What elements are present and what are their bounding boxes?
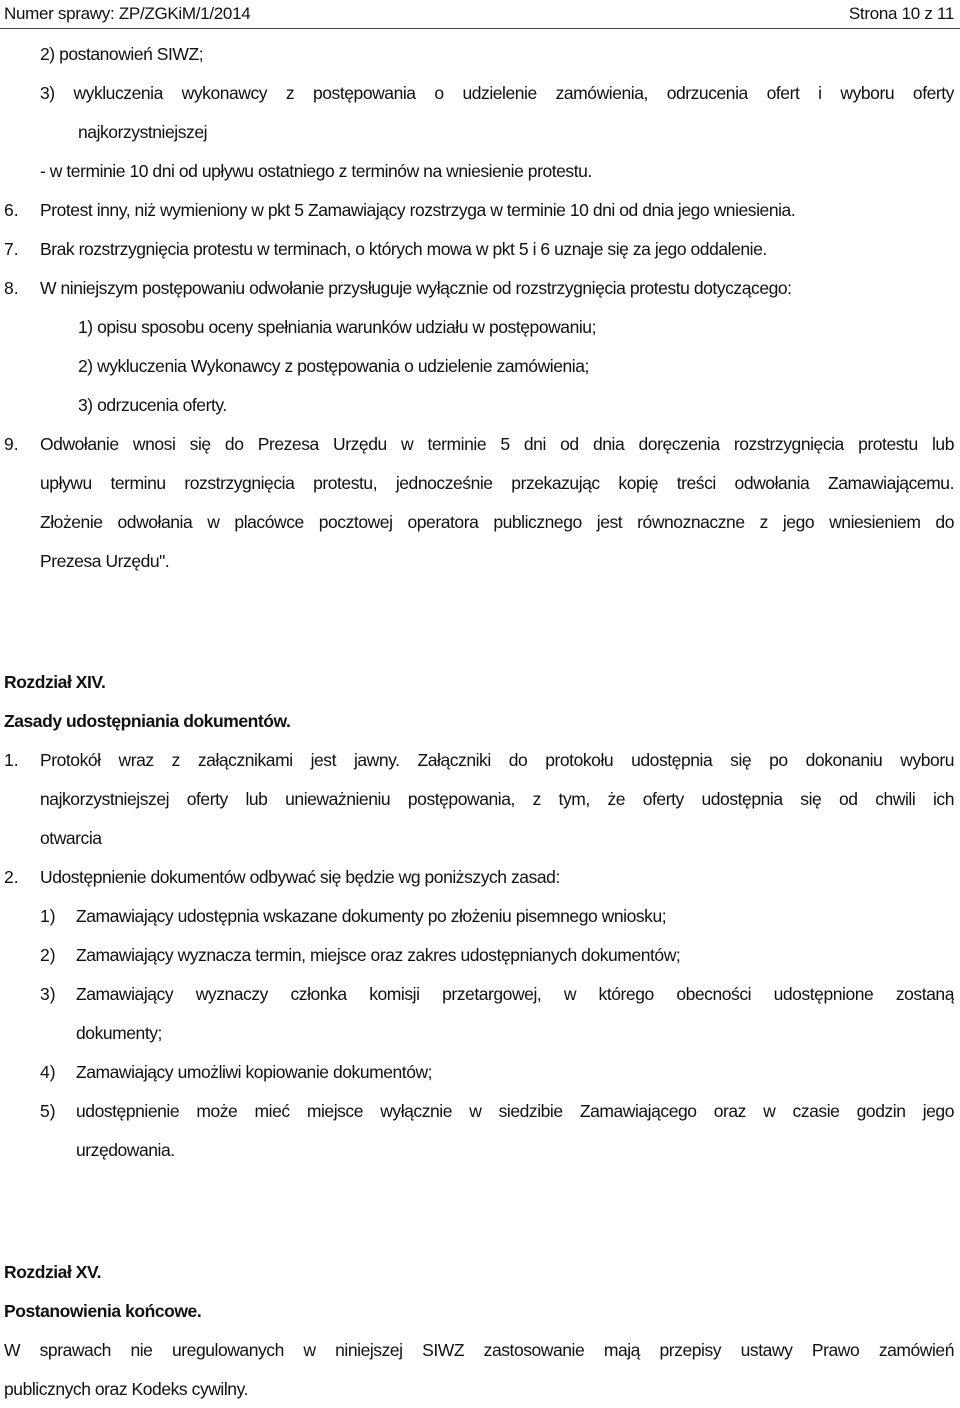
item-number: 7. bbox=[4, 239, 19, 259]
paragraph: Odwołanie wnosi się do Prezesa Urzędu w terminie 5 dni od dnia doręczenia rozstrzygnięcia protestu lub bbox=[40, 434, 954, 454]
sub-item: udostępnienie może mieć miejsce wyłącznie w siedzibie Zamawiającego oraz w czasie godzin jego bbox=[76, 1101, 954, 1121]
sub-item-number: 1) bbox=[40, 906, 56, 926]
paragraph: Brak rozstrzygnięcia protestu w terminach, o których mowa w pkt 5 i 6 uznaje się za jego oddalenie. bbox=[40, 239, 767, 259]
sub-item: 1) opisu sposobu oceny spełniania warunków udziału w postępowaniu; bbox=[78, 317, 597, 337]
sub-item-number: 5) bbox=[40, 1101, 56, 1121]
paragraph: Prezesa Urzędu". bbox=[40, 551, 170, 571]
paragraph: W niniejszym postępowaniu odwołanie przysługuje wyłącznie od rozstrzygnięcia protestu dotyczącego: bbox=[40, 278, 792, 298]
paragraph: Udostępnienie dokumentów odbywać się będzie wg poniższych zasad: bbox=[40, 867, 560, 887]
sub-item: dokumenty; bbox=[76, 1023, 162, 1043]
deadline-note: - w terminie 10 dni od upływu ostatniego z terminów na wniesienie protestu. bbox=[40, 161, 592, 181]
page-header bbox=[0, 0, 960, 28]
sub-item: Zamawiający umożliwi kopiowanie dokumentów; bbox=[76, 1062, 433, 1082]
sub-item: Zamawiający wyznaczy członka komisji przetargowej, w którego obecności udostępnione zostaną bbox=[76, 984, 954, 1004]
sub-item: urzędowania. bbox=[76, 1140, 175, 1160]
paragraph: Protest inny, niż wymieniony w pkt 5 Zamawiający rozstrzyga w terminie 10 dni od dnia jego wniesienia. bbox=[40, 200, 796, 220]
list-item: 2) postanowień SIWZ; bbox=[40, 44, 204, 64]
item-number: 6. bbox=[4, 200, 19, 220]
paragraph: otwarcia bbox=[40, 828, 102, 848]
item-number: 1. bbox=[4, 750, 19, 770]
chapter-heading: Rozdział XV. bbox=[4, 1262, 102, 1282]
paragraph: Złożenie odwołania w placówce pocztowej operatora publicznego jest równoznaczne z jego wniesieniem do bbox=[40, 512, 954, 532]
chapter-title: Zasady udostępniania dokumentów. bbox=[4, 711, 291, 731]
sub-item-number: 3) bbox=[40, 984, 56, 1004]
item-number: 8. bbox=[4, 278, 19, 298]
paragraph: publicznych oraz Kodeks cywilny. bbox=[4, 1379, 248, 1399]
paragraph: W sprawach nie uregulowanych w niniejszej SIWZ zastosowanie mają przepisy ustawy Prawo zamówień bbox=[4, 1340, 954, 1360]
sub-item: Zamawiający udostępnia wskazane dokumenty po złożeniu pisemnego wniosku; bbox=[76, 906, 667, 926]
sub-item: Zamawiający wyznacza termin, miejsce oraz zakres udostępnianych dokumentów; bbox=[76, 945, 681, 965]
paragraph: upływu terminu rozstrzygnięcia protestu, jednocześnie przekazując kopię treści odwołania Zamawiającemu. bbox=[40, 473, 954, 493]
header-divider bbox=[0, 28, 960, 29]
sub-item: 2) wykluczenia Wykonawcy z postępowania o udzielenie zamówienia; bbox=[78, 356, 589, 376]
page-number: Strona 10 z 11 bbox=[848, 4, 954, 23]
item-number: 2. bbox=[4, 867, 19, 887]
item-number: 9. bbox=[4, 434, 19, 454]
case-number: Numer sprawy: ZP/ZGKiM/1/2014 bbox=[4, 4, 251, 23]
list-item-continuation: najkorzystniejszej bbox=[78, 122, 208, 142]
sub-item-number: 2) bbox=[40, 945, 56, 965]
list-item: 3) wykluczenia wykonawcy z postępowania o udzielenie zamówienia, odrzucenia ofert i wyboru oferty bbox=[40, 83, 954, 103]
paragraph: najkorzystniejszej oferty lub unieważnieniu postępowania, z tym, że oferty udostępnia się od chwili ich bbox=[40, 789, 954, 809]
chapter-heading: Rozdział XIV. bbox=[4, 672, 106, 692]
sub-item: 3) odrzucenia oferty. bbox=[78, 395, 227, 415]
chapter-title: Postanowienia końcowe. bbox=[4, 1301, 202, 1321]
paragraph: Protokół wraz z załącznikami jest jawny. Załączniki do protokołu udostępnia się po dokonaniu wyboru bbox=[40, 750, 954, 770]
sub-item-number: 4) bbox=[40, 1062, 56, 1082]
